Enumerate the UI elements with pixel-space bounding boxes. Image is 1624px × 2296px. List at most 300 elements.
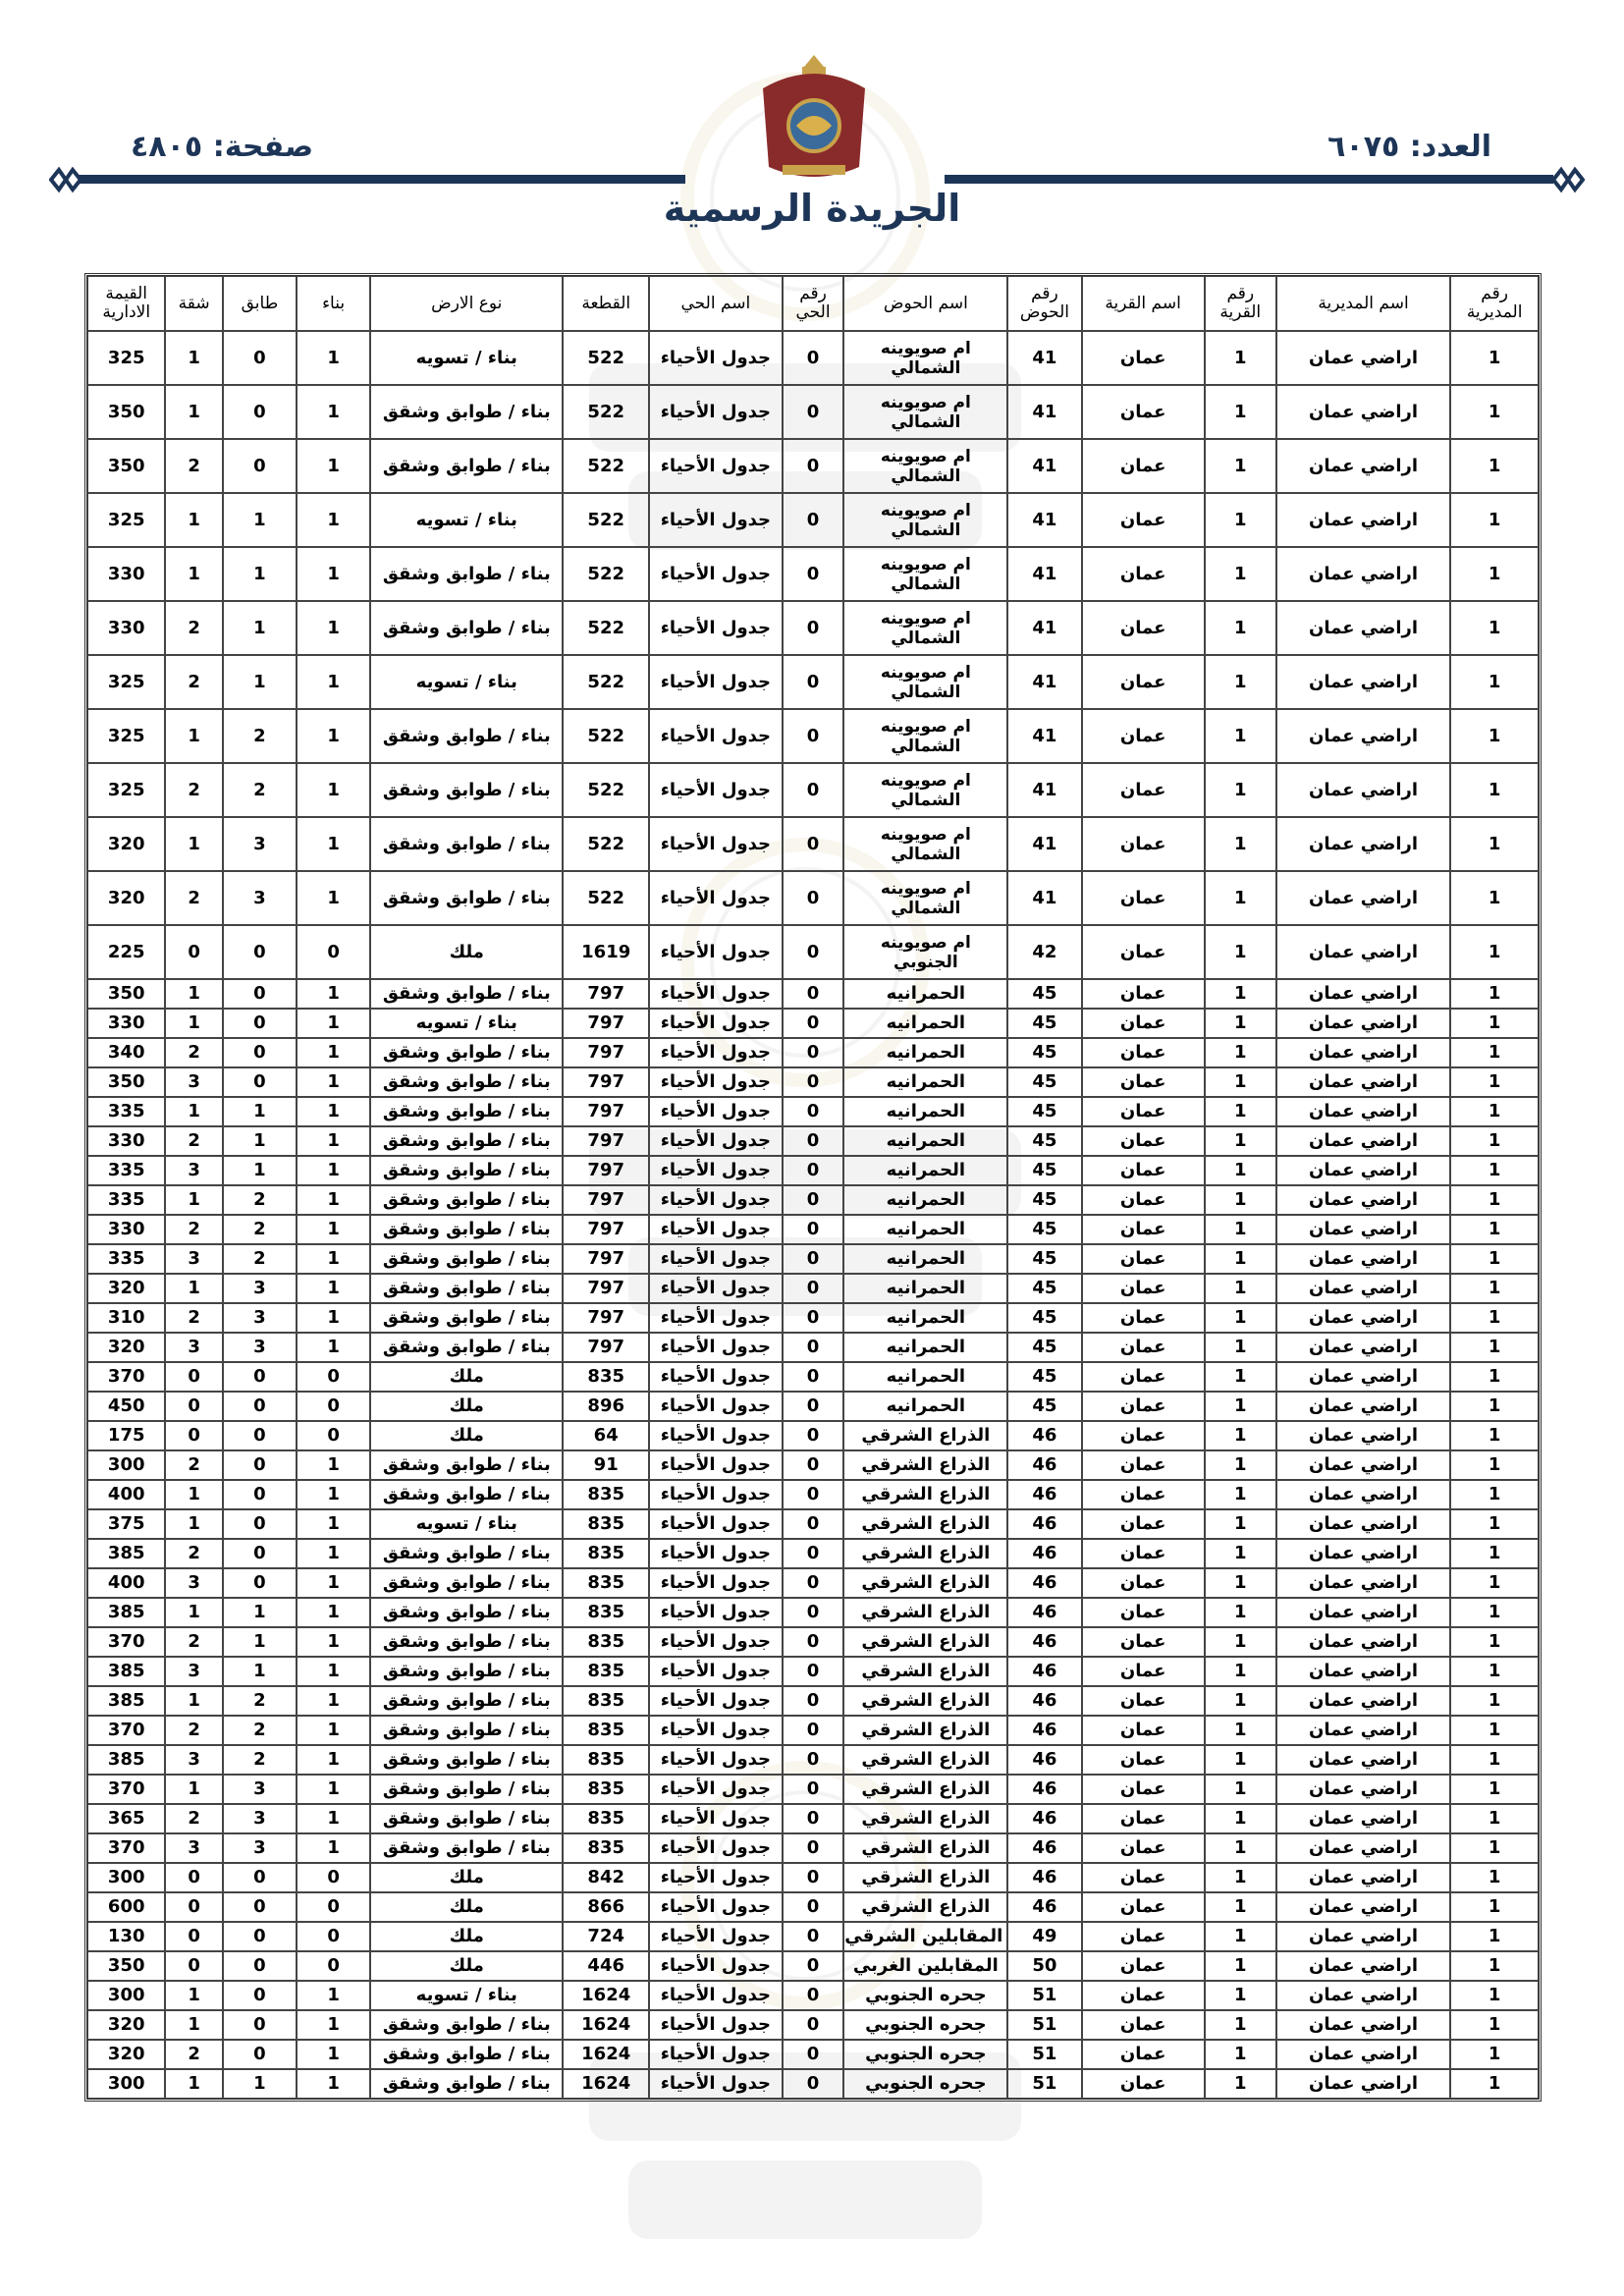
table-cell: عمان bbox=[1082, 1038, 1205, 1067]
table-cell: اراضي عمان bbox=[1276, 1097, 1450, 1126]
table-cell: جدول الأحياء bbox=[649, 601, 783, 655]
table-cell: 0 bbox=[223, 1951, 297, 1981]
table-cell: 365 bbox=[87, 1804, 165, 1833]
table-cell: 1 bbox=[1205, 1009, 1276, 1038]
table-cell: 41 bbox=[1007, 871, 1081, 925]
table-cell: 0 bbox=[783, 493, 844, 547]
page-number: صفحة: ٤٨٠٥ bbox=[131, 130, 314, 164]
table-cell: 350 bbox=[87, 979, 165, 1009]
table-cell: 1 bbox=[1450, 1244, 1539, 1274]
table-cell: 46 bbox=[1007, 1598, 1081, 1627]
table-cell: ملك bbox=[370, 1421, 563, 1450]
table-row bbox=[87, 817, 1539, 871]
table-cell: عمان bbox=[1082, 1892, 1205, 1922]
table-cell: جدول الأحياء bbox=[649, 1745, 783, 1775]
table-cell: 3 bbox=[223, 871, 297, 925]
table-cell: 0 bbox=[783, 1686, 844, 1716]
table-cell: بناء / طوابق وشقق bbox=[370, 817, 563, 871]
table-cell: 1 bbox=[165, 493, 222, 547]
table-cell: الذراع الشرقي bbox=[843, 1568, 1007, 1598]
table-cell: عمان bbox=[1082, 1392, 1205, 1421]
table-cell: عمان bbox=[1082, 1362, 1205, 1392]
table-cell: 0 bbox=[783, 1627, 844, 1657]
table-cell: جحره الجنوبي bbox=[843, 2069, 1007, 2099]
table-cell: 385 bbox=[87, 1598, 165, 1627]
table-cell: الذراع الشرقي bbox=[843, 1657, 1007, 1686]
table-cell: 45 bbox=[1007, 1067, 1081, 1097]
table-cell: اراضي عمان bbox=[1276, 439, 1450, 493]
table-cell: 0 bbox=[297, 1863, 370, 1892]
table-cell: 0 bbox=[223, 1981, 297, 2010]
table-cell: 1 bbox=[1450, 331, 1539, 385]
table-cell: 1 bbox=[297, 1598, 370, 1627]
table-cell: 2 bbox=[223, 1244, 297, 1274]
table-cell: 1 bbox=[297, 763, 370, 817]
coat-of-arms-icon bbox=[753, 49, 875, 187]
table-cell: اراضي عمان bbox=[1276, 385, 1450, 439]
table-cell: 0 bbox=[783, 1067, 844, 1097]
table-cell: 0 bbox=[165, 1421, 222, 1450]
table-cell: 1 bbox=[1205, 439, 1276, 493]
table-cell: عمان bbox=[1082, 1745, 1205, 1775]
table-cell: اراضي عمان bbox=[1276, 1126, 1450, 1156]
table-cell: 0 bbox=[297, 1362, 370, 1392]
table-cell: 835 bbox=[563, 1362, 649, 1392]
table-cell: 3 bbox=[165, 1333, 222, 1362]
table-cell: 835 bbox=[563, 1480, 649, 1509]
table-cell: اراضي عمان bbox=[1276, 601, 1450, 655]
table-cell: 1624 bbox=[563, 2040, 649, 2069]
table-cell: ملك bbox=[370, 1951, 563, 1981]
table-cell: اراضي عمان bbox=[1276, 1627, 1450, 1657]
table-cell: الذراع الشرقي bbox=[843, 1775, 1007, 1804]
table-row bbox=[87, 1981, 1539, 2010]
table-cell: بناء / طوابق وشقق bbox=[370, 1244, 563, 1274]
table-cell: 0 bbox=[783, 1421, 844, 1450]
table-cell: الذراع الشرقي bbox=[843, 1480, 1007, 1509]
table-cell: جدول الأحياء bbox=[649, 2040, 783, 2069]
table-cell: بناء / طوابق وشقق bbox=[370, 385, 563, 439]
table-cell: 1 bbox=[1450, 601, 1539, 655]
table-cell: 46 bbox=[1007, 1833, 1081, 1863]
table-cell: 1 bbox=[223, 1657, 297, 1686]
table-cell: 225 bbox=[87, 925, 165, 979]
table-cell: جدول الأحياء bbox=[649, 709, 783, 763]
table-row bbox=[87, 1539, 1539, 1568]
table-cell: الذراع الشرقي bbox=[843, 1833, 1007, 1863]
table-cell: اراضي عمان bbox=[1276, 1333, 1450, 1362]
table-cell: 1 bbox=[1205, 1333, 1276, 1362]
table-cell: 1 bbox=[165, 547, 222, 601]
table-cell: اراضي عمان bbox=[1276, 1009, 1450, 1038]
table-cell: 1 bbox=[1450, 1480, 1539, 1509]
table-cell: 1 bbox=[297, 1185, 370, 1215]
table-cell: 310 bbox=[87, 1303, 165, 1333]
table-cell: 325 bbox=[87, 493, 165, 547]
table-cell: 3 bbox=[165, 1657, 222, 1686]
table-cell: 1 bbox=[165, 817, 222, 871]
table-cell: 350 bbox=[87, 385, 165, 439]
table-cell: 2 bbox=[165, 1539, 222, 1568]
table-cell: 41 bbox=[1007, 601, 1081, 655]
table-cell: اراضي عمان bbox=[1276, 1716, 1450, 1745]
table-cell: 0 bbox=[165, 1922, 222, 1951]
table-cell: 1619 bbox=[563, 925, 649, 979]
table-cell: 2 bbox=[223, 709, 297, 763]
table-cell: 45 bbox=[1007, 979, 1081, 1009]
table-cell: 0 bbox=[783, 1804, 844, 1833]
table-cell: 385 bbox=[87, 1745, 165, 1775]
table-cell: 0 bbox=[223, 1892, 297, 1922]
table-cell: 0 bbox=[783, 1745, 844, 1775]
table-cell: 1624 bbox=[563, 2069, 649, 2099]
table-cell: عمان bbox=[1082, 979, 1205, 1009]
table-cell: اراضي عمان bbox=[1276, 2010, 1450, 2040]
table-cell: اراضي عمان bbox=[1276, 1951, 1450, 1981]
table-cell: اراضي عمان bbox=[1276, 1598, 1450, 1627]
table-cell: 1 bbox=[297, 2040, 370, 2069]
table-cell: 1 bbox=[1205, 1922, 1276, 1951]
table-cell: اراضي عمان bbox=[1276, 2069, 1450, 2099]
table-cell: جحره الجنوبي bbox=[843, 2040, 1007, 2069]
table-cell: 1 bbox=[297, 655, 370, 709]
table-cell: 1 bbox=[297, 1480, 370, 1509]
table-cell: 46 bbox=[1007, 1716, 1081, 1745]
column-header: اسم المديرية bbox=[1276, 276, 1450, 331]
table-row bbox=[87, 1038, 1539, 1067]
column-header: اسم الحوض bbox=[843, 276, 1007, 331]
table-cell: 1 bbox=[297, 1657, 370, 1686]
table-cell: 835 bbox=[563, 1627, 649, 1657]
table-cell: 522 bbox=[563, 601, 649, 655]
table-cell: 0 bbox=[783, 1303, 844, 1333]
table-cell: 522 bbox=[563, 871, 649, 925]
table-cell: جدول الأحياء bbox=[649, 1126, 783, 1156]
table-cell: 1 bbox=[297, 1215, 370, 1244]
table-cell: 1 bbox=[1450, 1539, 1539, 1568]
table-cell: 797 bbox=[563, 1333, 649, 1362]
table-cell: عمان bbox=[1082, 601, 1205, 655]
table-cell: بناء / طوابق وشقق bbox=[370, 1215, 563, 1244]
table-cell: 51 bbox=[1007, 2069, 1081, 2099]
table-cell: 340 bbox=[87, 1038, 165, 1067]
table-cell: بناء / تسويه bbox=[370, 493, 563, 547]
table-cell: 446 bbox=[563, 1951, 649, 1981]
table-cell: 2 bbox=[165, 601, 222, 655]
table-cell: 1 bbox=[1205, 871, 1276, 925]
table-cell: الحمرانيه bbox=[843, 1185, 1007, 1215]
table-cell: عمان bbox=[1082, 1185, 1205, 1215]
table-cell: جدول الأحياء bbox=[649, 547, 783, 601]
table-row bbox=[87, 1509, 1539, 1539]
table-cell: 46 bbox=[1007, 1539, 1081, 1568]
table-cell: 0 bbox=[783, 547, 844, 601]
table-cell: 335 bbox=[87, 1097, 165, 1126]
table-cell: 0 bbox=[223, 331, 297, 385]
table-cell: 330 bbox=[87, 547, 165, 601]
table-cell: بناء / طوابق وشقق bbox=[370, 1804, 563, 1833]
table-cell: بناء / طوابق وشقق bbox=[370, 547, 563, 601]
table-cell: بناء / طوابق وشقق bbox=[370, 871, 563, 925]
table-cell: ام صويوينه الشمالي bbox=[843, 385, 1007, 439]
table-cell: جدول الأحياء bbox=[649, 1686, 783, 1716]
table-cell: اراضي عمان bbox=[1276, 331, 1450, 385]
table-cell: 1 bbox=[297, 1833, 370, 1863]
table-cell: 0 bbox=[783, 1657, 844, 1686]
table-cell: 1 bbox=[297, 1568, 370, 1598]
table-cell: ملك bbox=[370, 1392, 563, 1421]
table-cell: 3 bbox=[223, 1333, 297, 1362]
table-cell: 1 bbox=[223, 1598, 297, 1627]
table-cell: 0 bbox=[783, 1892, 844, 1922]
table-cell: 1 bbox=[1450, 1981, 1539, 2010]
table-cell: 1 bbox=[1205, 493, 1276, 547]
table-cell: 46 bbox=[1007, 1863, 1081, 1892]
table-cell: 1 bbox=[1450, 655, 1539, 709]
table-cell: 300 bbox=[87, 1981, 165, 2010]
column-header: طابق bbox=[223, 276, 297, 331]
table-cell: 46 bbox=[1007, 1745, 1081, 1775]
table-cell: اراضي عمان bbox=[1276, 1863, 1450, 1892]
table-row bbox=[87, 2010, 1539, 2040]
table-cell: جدول الأحياء bbox=[649, 1863, 783, 1892]
table-cell: 45 bbox=[1007, 1097, 1081, 1126]
table-cell: جدول الأحياء bbox=[649, 817, 783, 871]
table-cell: اراضي عمان bbox=[1276, 1244, 1450, 1274]
table-cell: الحمرانيه bbox=[843, 1333, 1007, 1362]
table-cell: 41 bbox=[1007, 655, 1081, 709]
table-cell: 835 bbox=[563, 1657, 649, 1686]
table-cell: ام صويوينه الشمالي bbox=[843, 655, 1007, 709]
issue-number: العدد: ٦٠٧٥ bbox=[1327, 130, 1491, 164]
table-cell: 45 bbox=[1007, 1333, 1081, 1362]
table-cell: عمان bbox=[1082, 1244, 1205, 1274]
table-cell: جدول الأحياء bbox=[649, 1539, 783, 1568]
table-cell: 1 bbox=[165, 1598, 222, 1627]
table-cell: جدول الأحياء bbox=[649, 439, 783, 493]
table-cell: جحره الجنوبي bbox=[843, 2010, 1007, 2040]
table-cell: 1 bbox=[165, 2069, 222, 2099]
table-row bbox=[87, 601, 1539, 655]
table-cell: 0 bbox=[783, 1981, 844, 2010]
table-cell: 1 bbox=[1450, 1892, 1539, 1922]
table-cell: عمان bbox=[1082, 871, 1205, 925]
table-row bbox=[87, 1097, 1539, 1126]
table-cell: 2 bbox=[165, 1804, 222, 1833]
table-cell: 45 bbox=[1007, 1126, 1081, 1156]
table-cell: 1 bbox=[1205, 1126, 1276, 1156]
table-cell: 320 bbox=[87, 2010, 165, 2040]
table-cell: 797 bbox=[563, 979, 649, 1009]
table-row bbox=[87, 655, 1539, 709]
table-cell: الحمرانيه bbox=[843, 979, 1007, 1009]
table-cell: 0 bbox=[783, 1450, 844, 1480]
table-cell: 450 bbox=[87, 1392, 165, 1421]
table-cell: اراضي عمان bbox=[1276, 547, 1450, 601]
table-cell: 1 bbox=[223, 493, 297, 547]
table-cell: 835 bbox=[563, 1686, 649, 1716]
table-cell: 1 bbox=[1205, 2010, 1276, 2040]
table-cell: جدول الأحياء bbox=[649, 2010, 783, 2040]
table-row bbox=[87, 1480, 1539, 1509]
table-cell: اراضي عمان bbox=[1276, 1686, 1450, 1716]
table-row bbox=[87, 493, 1539, 547]
table-cell: 835 bbox=[563, 1539, 649, 1568]
table-cell: 835 bbox=[563, 1716, 649, 1745]
table-cell: بناء / طوابق وشقق bbox=[370, 1686, 563, 1716]
table-cell: عمان bbox=[1082, 1156, 1205, 1185]
table-cell: 1 bbox=[1205, 1509, 1276, 1539]
table-cell: 0 bbox=[783, 1333, 844, 1362]
table-cell: بناء / تسويه bbox=[370, 331, 563, 385]
table-cell: 0 bbox=[297, 1922, 370, 1951]
table-row bbox=[87, 1392, 1539, 1421]
table-cell: اراضي عمان bbox=[1276, 1539, 1450, 1568]
table-cell: 300 bbox=[87, 1863, 165, 1892]
table-cell: 2 bbox=[165, 1716, 222, 1745]
table-cell: 1 bbox=[1450, 2069, 1539, 2099]
table-cell: 41 bbox=[1007, 709, 1081, 763]
table-cell: 1 bbox=[1205, 547, 1276, 601]
table-cell: 797 bbox=[563, 1126, 649, 1156]
table-cell: 1 bbox=[1450, 1833, 1539, 1863]
table-cell: عمان bbox=[1082, 493, 1205, 547]
table-cell: 0 bbox=[783, 1215, 844, 1244]
table-cell: 45 bbox=[1007, 1156, 1081, 1185]
table-cell: 2 bbox=[165, 871, 222, 925]
table-cell: اراضي عمان bbox=[1276, 493, 1450, 547]
table-cell: الحمرانيه bbox=[843, 1038, 1007, 1067]
table-cell: 2 bbox=[223, 1215, 297, 1244]
table-cell: 350 bbox=[87, 1067, 165, 1097]
table-header-row bbox=[87, 276, 1539, 331]
table-cell: 0 bbox=[783, 1716, 844, 1745]
table-cell: 1 bbox=[1205, 1804, 1276, 1833]
table-cell: 835 bbox=[563, 1598, 649, 1627]
table-row bbox=[87, 1627, 1539, 1657]
table-cell: الحمرانيه bbox=[843, 1156, 1007, 1185]
table-cell: 300 bbox=[87, 1450, 165, 1480]
table-cell: 1 bbox=[297, 979, 370, 1009]
table-cell: ملك bbox=[370, 1922, 563, 1951]
table-cell: 1 bbox=[1450, 1804, 1539, 1833]
table-row bbox=[87, 1804, 1539, 1833]
table-cell: عمان bbox=[1082, 1215, 1205, 1244]
table-cell: 1 bbox=[297, 439, 370, 493]
table-cell: جدول الأحياء bbox=[649, 655, 783, 709]
table-cell: 797 bbox=[563, 1097, 649, 1126]
table-row bbox=[87, 871, 1539, 925]
table-cell: 1 bbox=[297, 1156, 370, 1185]
table-cell: 1 bbox=[165, 1775, 222, 1804]
table-cell: 2 bbox=[165, 1627, 222, 1657]
table-row bbox=[87, 1450, 1539, 1480]
table-cell: 0 bbox=[223, 1509, 297, 1539]
table-cell: 1 bbox=[1205, 1450, 1276, 1480]
table-cell: جدول الأحياء bbox=[649, 763, 783, 817]
table-cell: ام صويوينه الشمالي bbox=[843, 817, 1007, 871]
table-row bbox=[87, 1598, 1539, 1627]
table-cell: 0 bbox=[297, 1392, 370, 1421]
table-cell: 0 bbox=[783, 1480, 844, 1509]
table-cell: 1 bbox=[1450, 439, 1539, 493]
table-cell: 325 bbox=[87, 331, 165, 385]
table-cell: 1 bbox=[1205, 1362, 1276, 1392]
table-cell: 45 bbox=[1007, 1038, 1081, 1067]
table-cell: اراضي عمان bbox=[1276, 1568, 1450, 1598]
table-cell: 0 bbox=[783, 1038, 844, 1067]
table-cell: اراضي عمان bbox=[1276, 871, 1450, 925]
table-cell: 1 bbox=[1450, 817, 1539, 871]
table-cell: 1 bbox=[1205, 1981, 1276, 2010]
column-header: اسم الحي bbox=[649, 276, 783, 331]
table-cell: اراضي عمان bbox=[1276, 925, 1450, 979]
table-cell: 1 bbox=[1205, 1421, 1276, 1450]
table-cell: 1 bbox=[1205, 1038, 1276, 1067]
table-cell: 0 bbox=[783, 2010, 844, 2040]
table-cell: اراضي عمان bbox=[1276, 1156, 1450, 1185]
table-cell: جدول الأحياء bbox=[649, 1097, 783, 1126]
table-cell: 300 bbox=[87, 2069, 165, 2099]
table-cell: 1 bbox=[165, 1097, 222, 1126]
table-cell: الذراع الشرقي bbox=[843, 1539, 1007, 1568]
table-row bbox=[87, 1745, 1539, 1775]
table-cell: 330 bbox=[87, 601, 165, 655]
table-cell: 1624 bbox=[563, 1981, 649, 2010]
table-cell: جدول الأحياء bbox=[649, 1215, 783, 1244]
table-cell: 325 bbox=[87, 655, 165, 709]
table-cell: عمان bbox=[1082, 1539, 1205, 1568]
table-cell: 0 bbox=[783, 2040, 844, 2069]
table-cell: 2 bbox=[223, 1686, 297, 1716]
table-cell: 522 bbox=[563, 817, 649, 871]
table-cell: عمان bbox=[1082, 1922, 1205, 1951]
table-cell: 1 bbox=[165, 1009, 222, 1038]
table-cell: 0 bbox=[783, 601, 844, 655]
table-cell: جدول الأحياء bbox=[649, 979, 783, 1009]
table-cell: 896 bbox=[563, 1392, 649, 1421]
table-cell: 325 bbox=[87, 763, 165, 817]
table-cell: 2 bbox=[165, 655, 222, 709]
table-cell: 1 bbox=[1450, 763, 1539, 817]
table-cell: 41 bbox=[1007, 385, 1081, 439]
table-cell: 1 bbox=[297, 871, 370, 925]
table-cell: 1624 bbox=[563, 2010, 649, 2040]
table-cell: 797 bbox=[563, 1274, 649, 1303]
table-cell: جدول الأحياء bbox=[649, 1775, 783, 1804]
table-cell: 0 bbox=[223, 1568, 297, 1598]
table-cell: عمان bbox=[1082, 385, 1205, 439]
table-cell: اراضي عمان bbox=[1276, 1038, 1450, 1067]
table-cell: 375 bbox=[87, 1509, 165, 1539]
table-cell: 42 bbox=[1007, 925, 1081, 979]
table-cell: 1 bbox=[1205, 1627, 1276, 1657]
table-cell: 522 bbox=[563, 763, 649, 817]
table-cell: 600 bbox=[87, 1892, 165, 1922]
table-row bbox=[87, 1863, 1539, 1892]
table-cell: اراضي عمان bbox=[1276, 1185, 1450, 1215]
table-row bbox=[87, 1333, 1539, 1362]
table-cell: 1 bbox=[1450, 385, 1539, 439]
table-cell: 1 bbox=[1205, 1775, 1276, 1804]
table-cell: جدول الأحياء bbox=[649, 1716, 783, 1745]
table-cell: 3 bbox=[223, 1303, 297, 1333]
table-cell: 0 bbox=[223, 1539, 297, 1568]
table-row bbox=[87, 1215, 1539, 1244]
table-cell: 0 bbox=[783, 2069, 844, 2099]
table-cell: 330 bbox=[87, 1126, 165, 1156]
table-cell: 1 bbox=[165, 2010, 222, 2040]
